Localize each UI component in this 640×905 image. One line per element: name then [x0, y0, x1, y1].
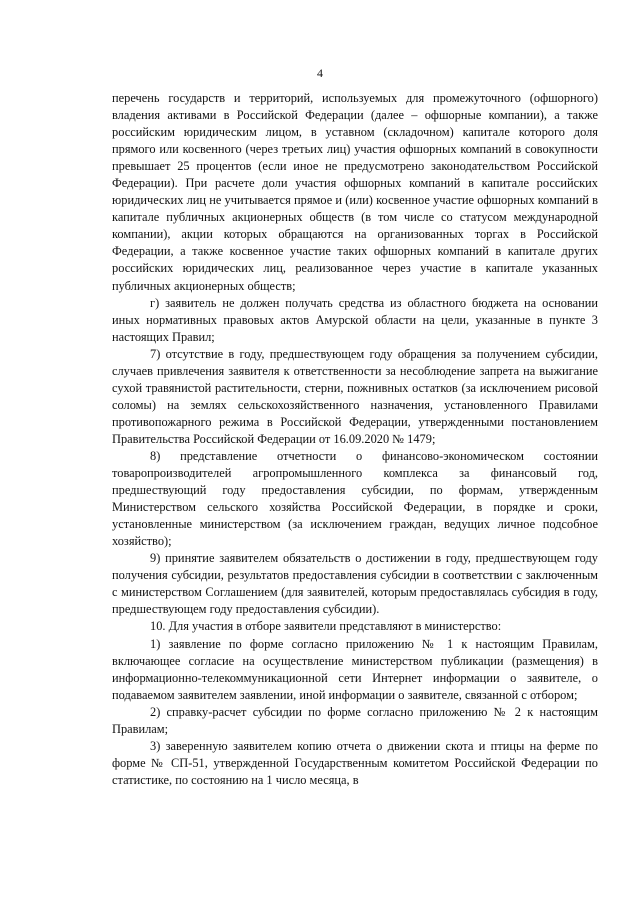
page-number: 4 [317, 66, 323, 80]
paragraph-offshore-companies: перечень государств и территорий, используемых для промежуточного (офшорного) владения активами в Российской Федерации (далее – офшорные компании), а также российским юридическим лицом, в уставном (складочном) капитале которого доля прямого или косвенного (через третьих лиц) участия офшорных компаний в совокупности превышает 25 процентов (если иное не предусмотрено законодательством Российской Федерации). При расчете доли участия офшорных компаний в капитале российских юридических лиц не учитывается прямое и (или) косвенное участие офшорных компаний в капитале публичных акционерных обществ (в том числе со статусом международной компании), акции которых обращаются на организованных торгах в Российской Федерации, а также косвенное участие таких офшорных компаний в капитале других российских юридических лиц, реализованное через участие в капитале указанных публичных акционерных обществ; [112, 91, 598, 293]
paragraph-section-10-item-1: 1) заявление по форме согласно приложению № 1 к настоящим Правилам, включающее согласие на осуществление министерством публикации (размещения) в информационно-телекоммуникационной сети Интернет информации о заявителе, о подаваемом заявителем заявлении, иной информации о заявителе, связанной с отбором; [112, 636, 598, 702]
paragraph-section-10-item-2: 2) справку-расчет субсидии по форме согласно приложению № 2 к настоящим Правилам; [112, 704, 598, 736]
paragraph-section-10-item-3: 3) заверенную заявителем копию отчета о движении скота и птицы на ферме по форме № СП-51, утвержденной Государственным комитетом Российской Федерации по статистике, по состоянию на 1 число месяца, в [112, 738, 598, 787]
paragraph-section-10: 10. Для участия в отборе заявители представляют в министерство: [150, 619, 502, 634]
paragraph-item-8: 8) представление отчетности о финансово-экономическом состоянии товаропроизводителей агропромышленного комплекса за финансовый год, предшествующий году предоставления субсидии, по формам, утвержденным Министерством сельского хозяйства Российской Федерации, в порядке и сроки, установленные министерством (за исключением граждан, ведущих личное подсобное хозяйство); [112, 448, 598, 549]
paragraph-item-9: 9) принятие заявителем обязательств о достижении в году, предшествующем году получения субсидии, результатов предоставления субсидии в соответствии с заключенным с министерством Соглашением (для заявителей, которым предоставлялась субсидия в году, предшествующем году предоставления субсидии). [112, 551, 598, 617]
paragraph-item-g: г) заявитель не должен получать средства из областного бюджета на основании иных нормативных правовых актов Амурской области на цели, указанные в пункте 3 настоящих Правил; [112, 295, 598, 344]
paragraph-item-7: 7) отсутствие в году, предшествующем году обращения за получением субсидии, случаев привлечения заявителя к ответственности за несоблюдение запрета на выжигание сухой травянистой растительности, стерни, пожнивных остатков (за исключением рисовой соломы) на землях сельскохозяйственного назначения, установленного Правилами противопожарного режима в Российской Федерации, утвержденными постановлением Правительства Российской Федерации от 16.09.2020 № 1479; [112, 346, 598, 446]
document-body [112, 90, 598, 789]
